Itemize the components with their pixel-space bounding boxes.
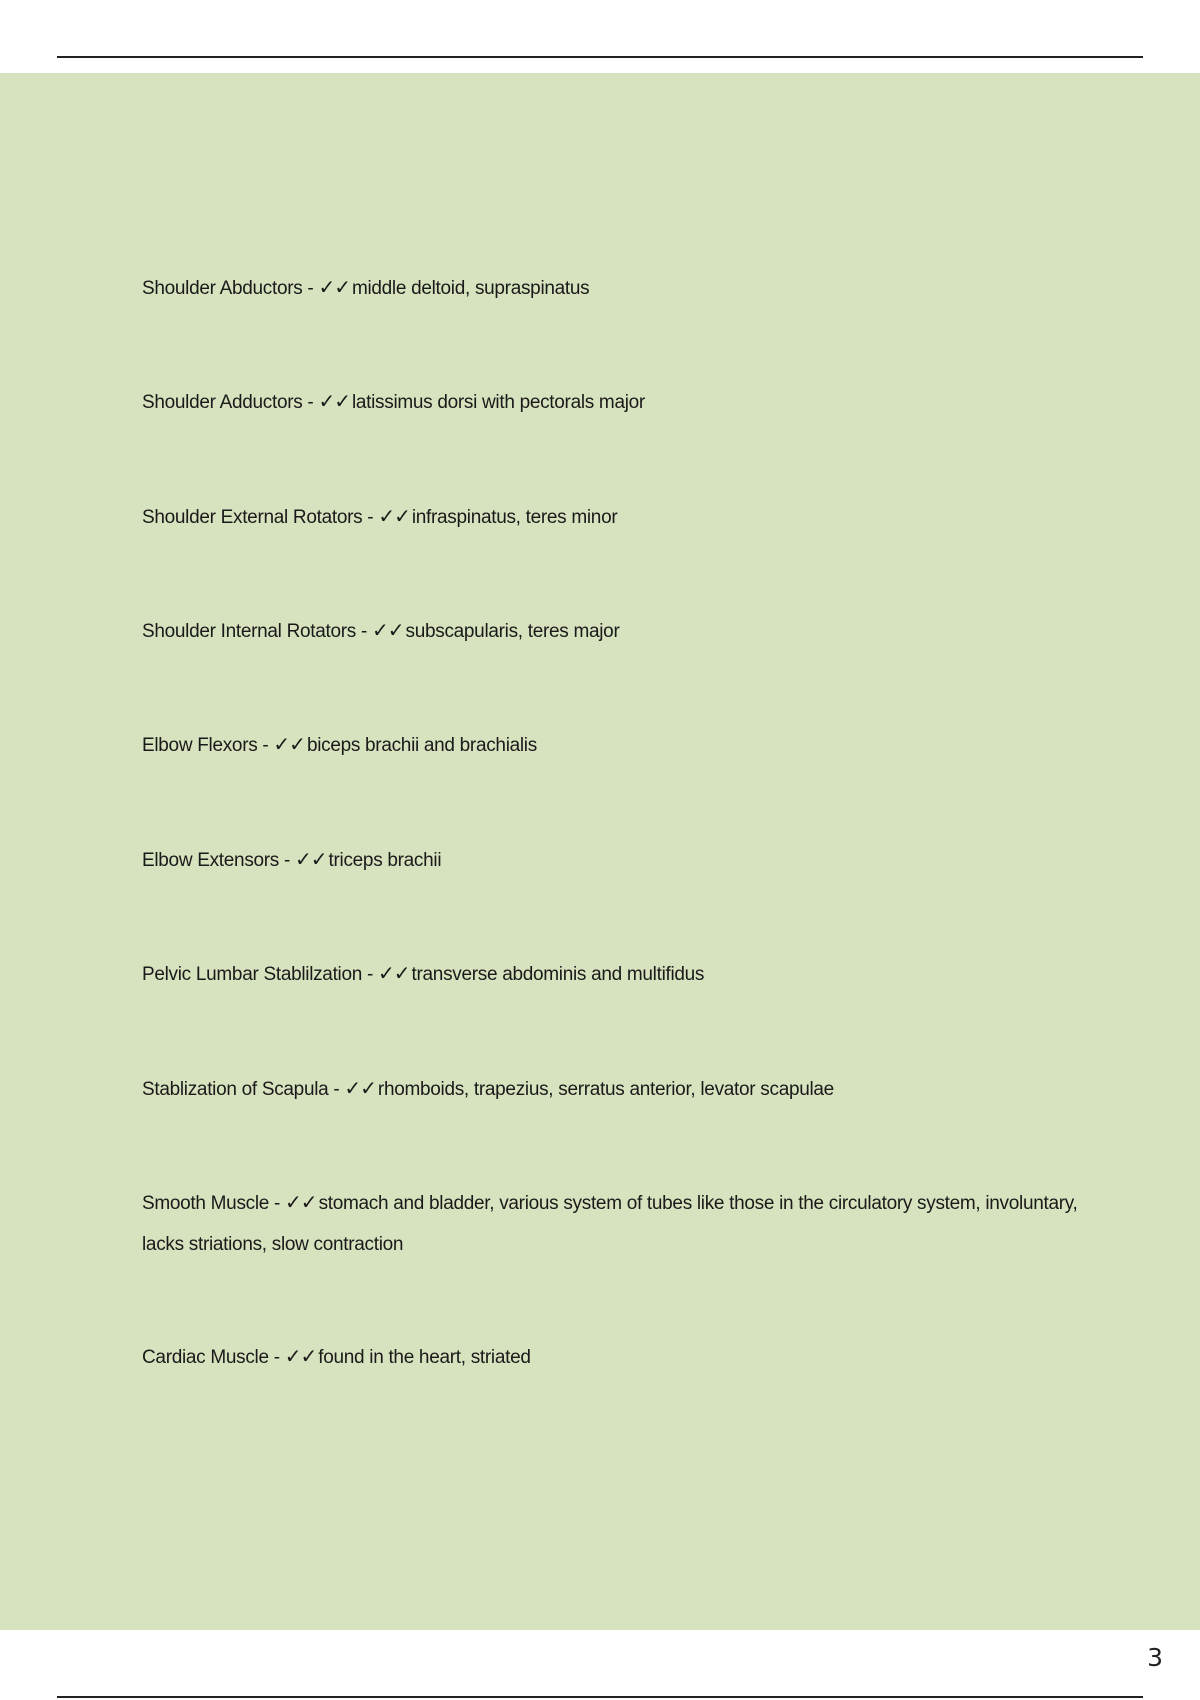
entry-separator: - xyxy=(257,735,274,756)
entry-answer: found in the heart, striated xyxy=(318,1347,531,1368)
content-panel xyxy=(0,73,1200,1672)
list-item xyxy=(142,1182,1082,1265)
entry-separator: - xyxy=(268,1347,285,1368)
entry-separator: - xyxy=(356,621,372,642)
double-check-icon: ✓✓ xyxy=(372,618,404,642)
double-check-icon: ✓✓ xyxy=(273,732,305,756)
entry-term: Shoulder Adductors xyxy=(142,392,303,413)
entry-separator: - xyxy=(269,1193,286,1214)
list-item xyxy=(142,724,1082,766)
footer-rule xyxy=(57,1696,1143,1698)
entry-answer: infraspinatus, teres minor xyxy=(411,507,618,528)
list-item xyxy=(142,610,1082,652)
list-item xyxy=(142,953,1082,995)
entry-answer: biceps brachii and brachialis xyxy=(306,735,537,756)
page-number: 3 xyxy=(1147,1643,1163,1672)
double-check-icon: ✓✓ xyxy=(378,961,410,985)
list-item xyxy=(142,267,1082,309)
list-item xyxy=(142,496,1082,538)
double-check-icon: ✓✓ xyxy=(378,504,410,528)
entry-term: Pelvic Lumbar Stablilzation xyxy=(142,964,363,985)
entry-separator: - xyxy=(302,392,319,413)
entry-separator: - xyxy=(279,850,296,871)
entry-term: Cardiac Muscle xyxy=(142,1347,269,1368)
double-check-icon: ✓✓ xyxy=(318,389,350,413)
double-check-icon: ✓✓ xyxy=(285,1190,317,1214)
double-check-icon: ✓✓ xyxy=(344,1076,376,1100)
entry-answer: stomach and bladder, various system of tubes like those in the circulatory system, involuntary, lacks striations, slow contraction xyxy=(142,1193,1078,1255)
entry-answer: triceps brachii xyxy=(328,850,442,871)
entry-term: Elbow Extensors xyxy=(142,850,280,871)
entry-term: Shoulder Abductors xyxy=(142,278,303,299)
list-item xyxy=(142,1336,1082,1378)
list-item xyxy=(142,839,1082,881)
entry-term: Elbow Flexors xyxy=(142,735,258,756)
entry-answer: middle deltoid, supraspinatus xyxy=(351,278,590,299)
double-check-icon: ✓✓ xyxy=(318,275,350,299)
entry-term: Shoulder Internal Rotators xyxy=(142,621,356,642)
double-check-icon: ✓✓ xyxy=(295,847,327,871)
list-item xyxy=(142,1068,1082,1110)
entry-separator: - xyxy=(302,278,319,299)
entry-term: Shoulder External Rotators xyxy=(142,507,363,528)
entry-answer: rhomboids, trapezius, serratus anterior, levator scapulae xyxy=(377,1079,834,1100)
double-check-icon: ✓✓ xyxy=(284,1344,317,1368)
header-rule xyxy=(57,56,1143,58)
entry-term: Stablization of Scapula xyxy=(142,1079,329,1100)
entry-answer: subscapularis, teres major xyxy=(405,621,620,642)
entry-separator: - xyxy=(362,507,379,528)
entry-answer: transverse abdominis and multifidus xyxy=(411,964,705,985)
entry-separator: - xyxy=(328,1079,345,1100)
list-item xyxy=(142,381,1082,423)
entry-separator: - xyxy=(362,964,379,985)
entry-answer: latissimus dorsi with pectorals major xyxy=(351,392,645,413)
entry-term: Smooth Muscle xyxy=(142,1193,270,1214)
